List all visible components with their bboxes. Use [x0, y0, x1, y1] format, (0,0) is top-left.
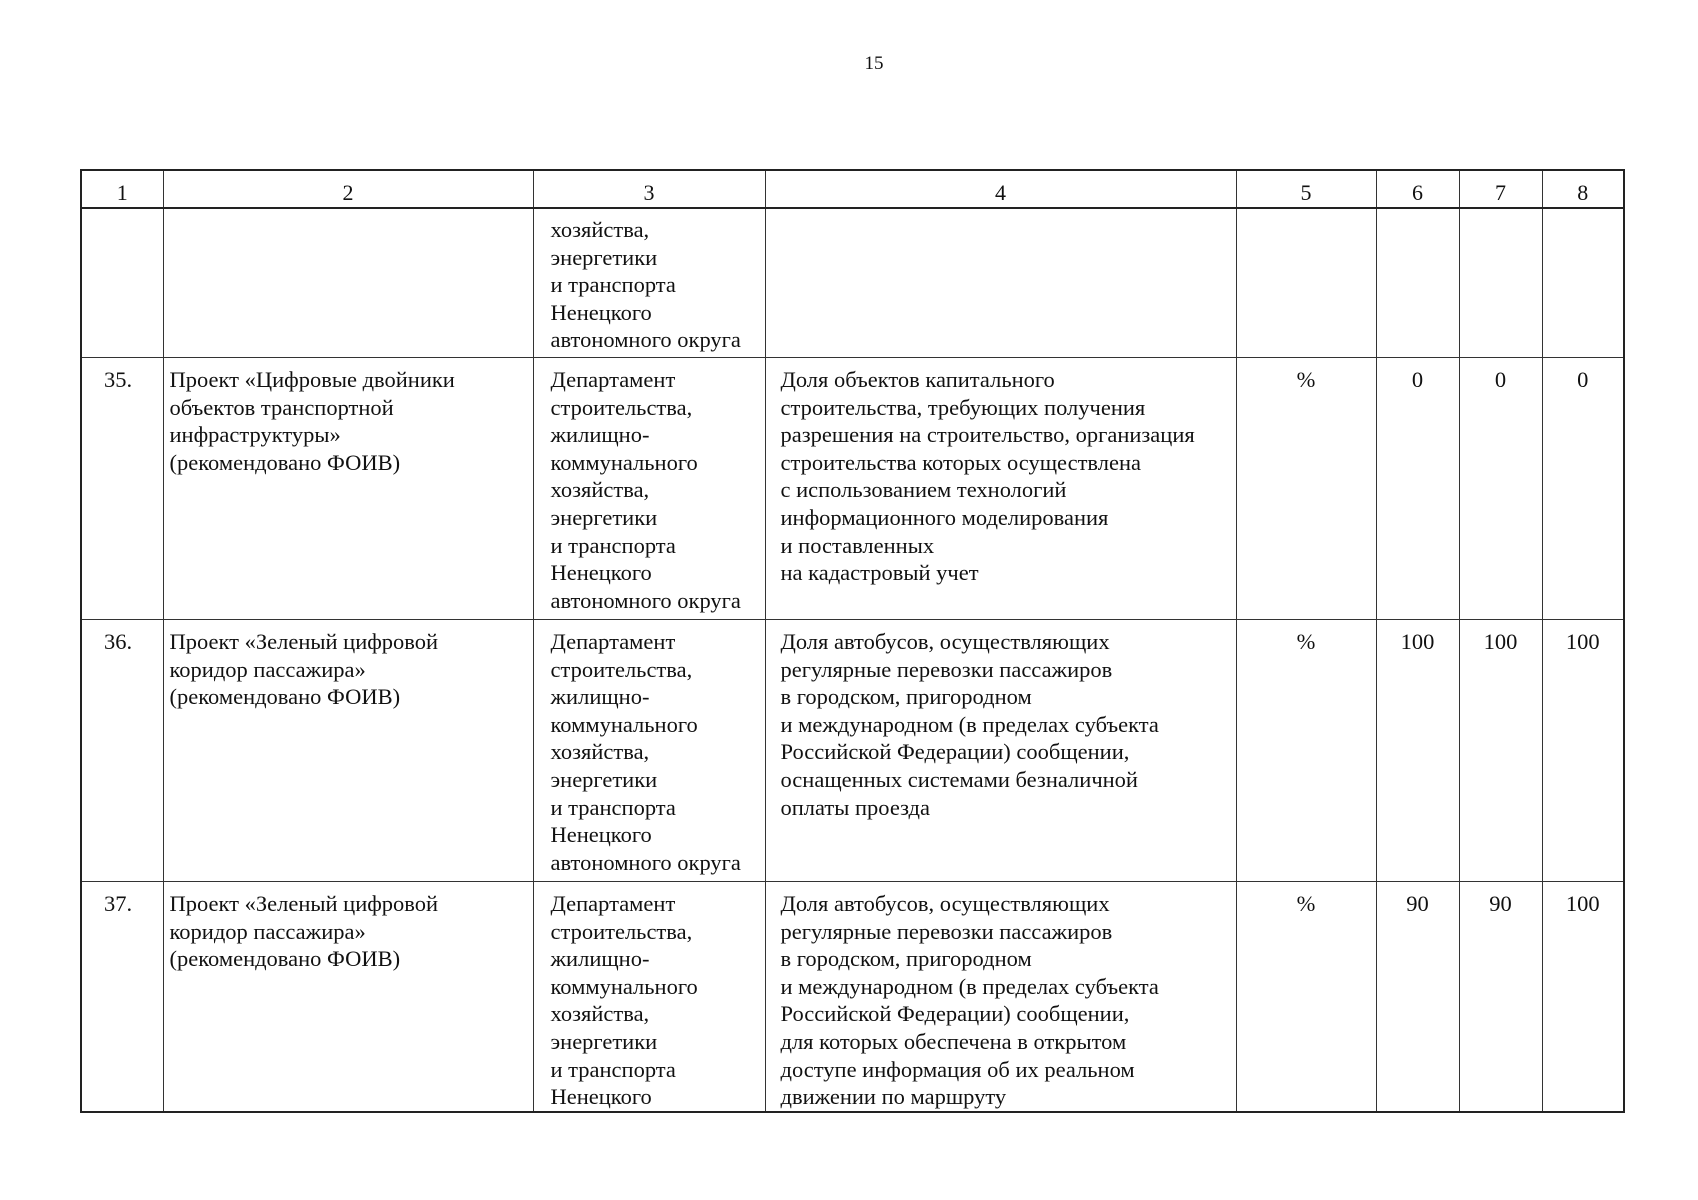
name-line: коридор пассажира»: [169, 656, 366, 682]
page-number: 15: [864, 53, 884, 74]
department-line: хозяйства,: [550, 477, 650, 503]
department-line: и транспорта: [550, 532, 676, 558]
department-line: автономного округа: [550, 849, 741, 875]
indicator-line: Доля автобусов, осуществляющих: [780, 629, 1110, 654]
department-line: строительства,: [550, 656, 693, 682]
cell-unit: [1236, 208, 1376, 358]
name-line: (рекомендовано ФОИВ): [169, 946, 401, 972]
department-line: Ненецкого: [550, 1084, 652, 1110]
name-line: коридор пассажира»: [169, 918, 366, 944]
table-row: [81, 882, 1624, 1112]
cell-name: [163, 620, 533, 882]
indicator-line: строительства, требующих получения: [780, 394, 1146, 420]
indicator-line: с использованием технологий: [780, 477, 1067, 503]
indicator-line: в городском, пригородном: [780, 946, 1032, 972]
department-line: Ненецкого: [550, 299, 652, 325]
indicator-line: и поставленных: [780, 532, 935, 558]
department-line: энергетики: [550, 1028, 658, 1054]
indicator-line: регулярные перевозки пассажиров: [780, 918, 1113, 944]
name-line: объектов транспортной: [169, 394, 394, 420]
cell-v7: 0: [1459, 358, 1542, 620]
cell-indicator: [765, 620, 1236, 882]
cell-num: 36.: [81, 620, 163, 882]
cell-v7: 90: [1459, 882, 1542, 1112]
header-cell-3: 3: [533, 170, 765, 208]
department-line: Ненецкого: [550, 822, 652, 848]
cell-name: [163, 358, 533, 620]
cell-indicator: [765, 358, 1236, 620]
name-line: Проект «Зеленый цифровой: [169, 891, 439, 916]
cell-name: [163, 882, 533, 1112]
department-line: коммунального: [550, 449, 698, 475]
indicator-line: движении по маршруту: [780, 1084, 1007, 1110]
cell-unit: %: [1236, 882, 1376, 1112]
department-line: Департамент: [550, 367, 676, 392]
department-line: и транспорта: [550, 1056, 676, 1082]
department-line: хозяйства,: [550, 739, 650, 765]
cell-indicator: [765, 882, 1236, 1112]
department-line: автономного округа: [550, 327, 741, 353]
indicator-line: Доля автобусов, осуществляющих: [780, 891, 1110, 916]
cell-department: [533, 208, 765, 358]
header-cell-4: 4: [765, 170, 1236, 208]
cell-v8: 0: [1542, 358, 1624, 620]
cell-v8: 100: [1542, 620, 1624, 882]
header-cell-5: 5: [1236, 170, 1376, 208]
department-line: жилищно-: [550, 946, 650, 972]
table-row-continuation: [81, 208, 1624, 358]
department-line: Департамент: [550, 891, 676, 916]
department-line: Ненецкого: [550, 560, 652, 586]
cell-num: 37.: [81, 882, 163, 1112]
cell-department: [533, 620, 765, 882]
department-line: жилищно-: [550, 422, 650, 448]
header-cell-2: 2: [163, 170, 533, 208]
department-line: энергетики: [550, 766, 658, 792]
department-line: и транспорта: [550, 794, 676, 820]
indicator-line: регулярные перевозки пассажиров: [780, 656, 1113, 682]
cell-department: [533, 882, 765, 1112]
department-line: строительства,: [550, 394, 693, 420]
indicator-line: оснащенных системами безналичной: [780, 766, 1138, 792]
indicator-line: и международном (в пределах субъекта: [780, 711, 1159, 737]
department-line: энергетики: [550, 504, 658, 530]
indicator-line: и международном (в пределах субъекта: [780, 973, 1159, 999]
cell-v8: [1542, 208, 1624, 358]
name-line: (рекомендовано ФОИВ): [169, 449, 401, 475]
indicator-line: разрешения на строительство, организация: [780, 422, 1195, 448]
name-line: Проект «Цифровые двойники: [169, 367, 455, 392]
header-cell-6: 6: [1376, 170, 1459, 208]
department-line: коммунального: [550, 711, 698, 737]
header-cell-1: 1: [81, 170, 163, 208]
cell-unit: %: [1236, 620, 1376, 882]
table-row: [81, 358, 1624, 620]
name-line: (рекомендовано ФОИВ): [169, 684, 401, 710]
indicators-table: [80, 169, 1625, 1113]
name-line: инфраструктуры»: [169, 422, 341, 448]
cell-unit: %: [1236, 358, 1376, 620]
department-line: хозяйства,: [550, 1001, 650, 1027]
department-line: энергетики: [550, 244, 658, 270]
indicator-line: в городском, пригородном: [780, 684, 1032, 710]
cell-v7: 100: [1459, 620, 1542, 882]
department-line: строительства,: [550, 918, 693, 944]
department-line: жилищно-: [550, 684, 650, 710]
cell-num: 35.: [81, 358, 163, 620]
table-row: [81, 620, 1624, 882]
cell-v6: 90: [1376, 882, 1459, 1112]
indicator-line: Российской Федерации) сообщении,: [780, 739, 1130, 765]
name-line: Проект «Зеленый цифровой: [169, 629, 439, 654]
indicator-line: строительства которых осуществлена: [780, 449, 1141, 475]
cell-v8: 100: [1542, 882, 1624, 1112]
indicator-line: на кадастровый учет: [780, 560, 979, 586]
header-cell-7: 7: [1459, 170, 1542, 208]
cell-department: [533, 358, 765, 620]
header-cell-8: 8: [1542, 170, 1624, 208]
cell-indicator: [765, 208, 1236, 358]
indicator-line: доступе информация об их реальном: [780, 1056, 1135, 1082]
cell-name: [163, 208, 533, 358]
department-line: и транспорта: [550, 272, 676, 298]
cell-num: [81, 208, 163, 358]
indicator-line: Доля объектов капитального: [780, 367, 1055, 392]
cell-v7: [1459, 208, 1542, 358]
department-line: автономного округа: [550, 587, 741, 613]
department-line: Департамент: [550, 629, 676, 654]
cell-v6: 0: [1376, 358, 1459, 620]
cell-v6: [1376, 208, 1459, 358]
department-line: коммунального: [550, 973, 698, 999]
department-line: хозяйства,: [550, 217, 650, 242]
table-header-row: [81, 170, 1624, 208]
indicator-line: оплаты проезда: [780, 794, 930, 820]
indicator-line: для которых обеспечена в открытом: [780, 1028, 1127, 1054]
indicator-line: информационного моделирования: [780, 504, 1109, 530]
cell-v6: 100: [1376, 620, 1459, 882]
indicator-line: Российской Федерации) сообщении,: [780, 1001, 1130, 1027]
